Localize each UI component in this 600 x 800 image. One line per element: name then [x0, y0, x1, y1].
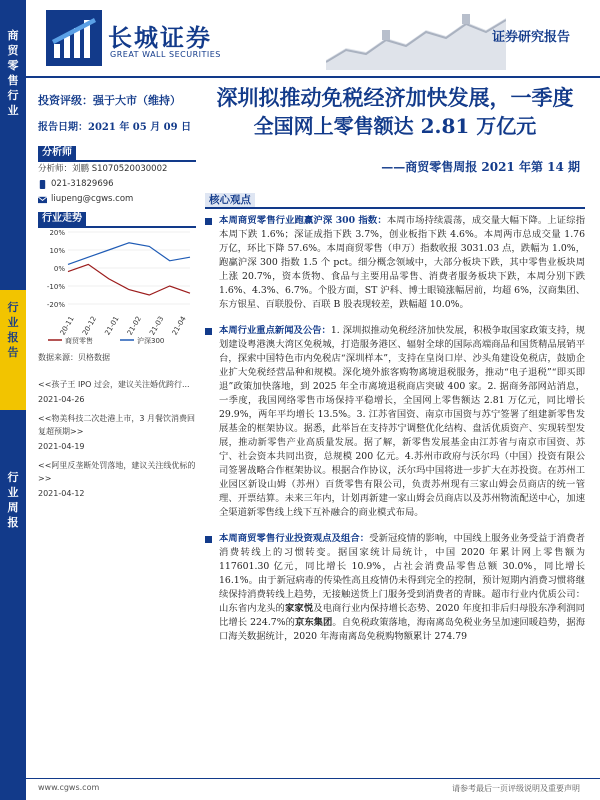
y-tick-label: 20% [49, 229, 65, 237]
analyst-email[interactable]: liupeng@cgws.com [51, 194, 134, 204]
core-viewpoint-header [205, 193, 585, 209]
footer-url[interactable]: www.cgws.com [38, 783, 100, 792]
email-row [38, 192, 196, 207]
great-wall-logo-icon [46, 10, 102, 66]
side-strip [0, 0, 26, 800]
legend-label: 商贸零售 [65, 337, 93, 345]
company-name: 京东集团 [294, 617, 333, 628]
footer-divider [26, 778, 600, 779]
email-icon [38, 195, 47, 204]
trend-section-title: 行业走势 [38, 212, 86, 226]
industry-trend-chart [38, 226, 196, 350]
paragraph-lead: 本周商贸零售行业投资观点及组合： [219, 533, 370, 544]
strip-weekly-label: 行业周报 [7, 471, 19, 529]
analyst-name: 分析师：刘鹏 S1070520030002 [38, 164, 168, 174]
data-source-note: 数据来源：贝格数据 [38, 353, 110, 362]
square-bullet-icon [205, 536, 212, 543]
investment-rating: 投资评级：强于大市（维持） [38, 94, 181, 107]
x-tick-label: 21-03 [148, 315, 166, 337]
core-viewpoint-body [205, 214, 585, 656]
analyst-info [38, 162, 196, 207]
report-title [200, 84, 590, 140]
square-bullet-icon [205, 328, 212, 335]
strip-report-type-label: 行业报告 [7, 301, 19, 359]
report-type-label: 证券研究报告 [491, 30, 570, 45]
report-date: 报告日期：2021 年 05 月 09 日 [38, 122, 192, 133]
y-tick-label: -20% [46, 301, 65, 309]
paragraph-body: 及电商行业内保持增长态势、2020 年度扣非后归母股东净利润同比增长 224.7%的 [219, 603, 585, 628]
logo-chinese-name: 长城证券 [108, 24, 212, 52]
paragraph-body: 。自免税政策落地，海南离岛免税业务呈加速回暖趋势，据海口海关数据统计，2020 年海南离岛免税购物额累计 274.79 [219, 617, 585, 642]
page-header [26, 0, 600, 76]
great-wall-illustration [326, 0, 506, 70]
phone-icon [38, 180, 47, 189]
phone-row [38, 177, 196, 192]
paragraph-body: 1. 深圳拟推动免税经济加快发展，积极争取国家政策支持，规划建设粤港澳大湾区免税城，打造服务港区、辐射全球的国际高端商品和国货精品展销平台，探索中国特色市内免税店“深圳样本”，支持在皇岗口岸、沙头角建设免税店，鼓励企业扩大免税经营品种和规模。深化境外旅客购物离境退税服务，推动“电子退税”“即买即退”政策加快落地，到 2025 年全市离境退税商店突破 400 家。2. 据商务部网站消息，一季度，我国网络零售市场保持平稳增长，全国网上零售额达 2.81 万亿元，同比增长 29.9%，两年平均增长 13.5%。3. 江苏省国资、南京市国资与苏宁签署了组建新零售发展基金的框架协议。据悉，此举旨在支持苏宁调整优化结构、盘活优质资产、实现转型发展，推动新零售产业高质量发展。据了解，新零售发展基金由江苏省与南京市国资、苏宁、社会资本共同出资，总规模 200 亿元。4.苏州市政府与沃尔玛（中国）投资有限公司签署战略合作框架协议。根据合作协议，沃尔玛中国将进一步扩大在苏投资。在苏州工业园区新设山姆（苏州）百货零售有限公司，负责苏州现有三家山姆会员商店的统一管理、开票结算。未来三年内，计划再新建一家山姆会员商店以及苏州物流配送中心，加速全渠道新零售线上线下互补融合的商业模式布局。 [219, 325, 585, 518]
related-report-1-date: 2021-04-26 [38, 395, 85, 404]
x-tick-label: 20-12 [81, 315, 99, 337]
square-bullet-icon [205, 218, 212, 225]
analyst-section-header [38, 146, 196, 162]
logo-english-name: GREAT WALL SECURITIES [110, 50, 221, 59]
company-logo [46, 10, 306, 66]
paragraph-body: 受新冠疫情的影响，中国线上服务业务受益于消费者消费转线上的习惯转变。据国家统计局统计，中国 2020 年累计网上零售额为 117601.30 亿元，同比增长 10.9%，占社会消费品零售总额 30.0%，同比增长 16.1%。由于新冠病毒的传染性高且疫情仍未得到完全的控制，预计短期内消费习惯将继续保持消费转线上趋势，无接触送货上门服务受到消费者的青睐。超市行业内优质公司：山东省内龙头的 [219, 533, 585, 614]
related-reports [38, 378, 198, 506]
paragraph-lead: 本周行业重点新闻及公告： [219, 325, 331, 336]
paragraph-lead: 本周商贸零售行业跑赢沪深 300 指数： [219, 215, 387, 226]
y-tick-label: -10% [46, 283, 65, 291]
strip-report-type [0, 290, 26, 410]
y-tick-label: 0% [53, 265, 65, 273]
analyst-section-title: 分析师 [38, 146, 76, 160]
paragraph-investment [205, 532, 585, 644]
title-line-1: 深圳拟推动免税经济加快发展，一季度 [216, 85, 574, 110]
strip-weekly [0, 470, 26, 570]
related-report-2[interactable]: <<物美科技二次赴港上市，3 月餐饮消费回复超预期>> [38, 414, 196, 436]
analyst-row [38, 162, 196, 177]
analyst-phone: 021-31829696 [51, 179, 114, 189]
y-tick-label: 10% [49, 247, 65, 255]
title-line-2: 全国网上零售额达 2.81 万亿元 [253, 114, 537, 138]
x-tick-label: 21-04 [170, 315, 188, 337]
related-report-3[interactable]: <<阿里反垄断处罚落地，建议关注线优标的>> [38, 461, 196, 483]
strip-industry [0, 28, 26, 198]
footer-note: 请参考最后一页评级说明及重要声明 [452, 784, 580, 793]
x-tick-label: 21-01 [103, 315, 121, 337]
related-report-3-date: 2021-04-12 [38, 489, 85, 498]
series-line-0 [68, 264, 190, 295]
paragraph-body: 本周市场持续震荡，成交量大幅下降。上证综指本周下跌 1.6%；深证成指下跌 3.7%，创业板指下跌 4.6%。本周两市总成交量 1.76 万亿，环比下降 57.6%。本周商贸零售（申万）指数收报 3031.03 点，跌幅为 1.0%，跑赢沪深 300 指数 1.5 个 pct。细分概念领域中，大部分板块下跌，其中零售业板块周上涨 20.7%，资本货物、食品与主要用品零售、消费者服务板块下跌，本周分别下跌 1.6%、4.3%、6.7%。个股方面，ST 沪科、博士眼镜涨幅居前，均超 6%，汉商集团、东方银星、百联股份、百联 B 股表现较差，跌幅超 10.0%。 [219, 215, 585, 310]
related-report-2-date: 2021-04-19 [38, 442, 85, 451]
trend-chart-svg [38, 226, 196, 350]
paragraph-market [205, 214, 585, 312]
header-divider [26, 76, 600, 78]
legend-label: 沪深300 [137, 337, 165, 345]
x-tick-label: 21-02 [125, 315, 143, 337]
x-tick-label: 20-11 [58, 315, 76, 337]
paragraph-news [205, 324, 585, 520]
series-line-1 [68, 243, 190, 265]
strip-industry-label: 商贸零售行业 [7, 29, 19, 117]
related-report-1[interactable]: <<孩子王 IPO 过会，建议关注婚优跨行... [38, 380, 190, 389]
company-name: 家家悦 [284, 603, 314, 614]
report-subtitle: ——商贸零售周报 2021 年第 14 期 [381, 160, 580, 174]
core-viewpoint-title: 核心观点 [205, 193, 255, 207]
